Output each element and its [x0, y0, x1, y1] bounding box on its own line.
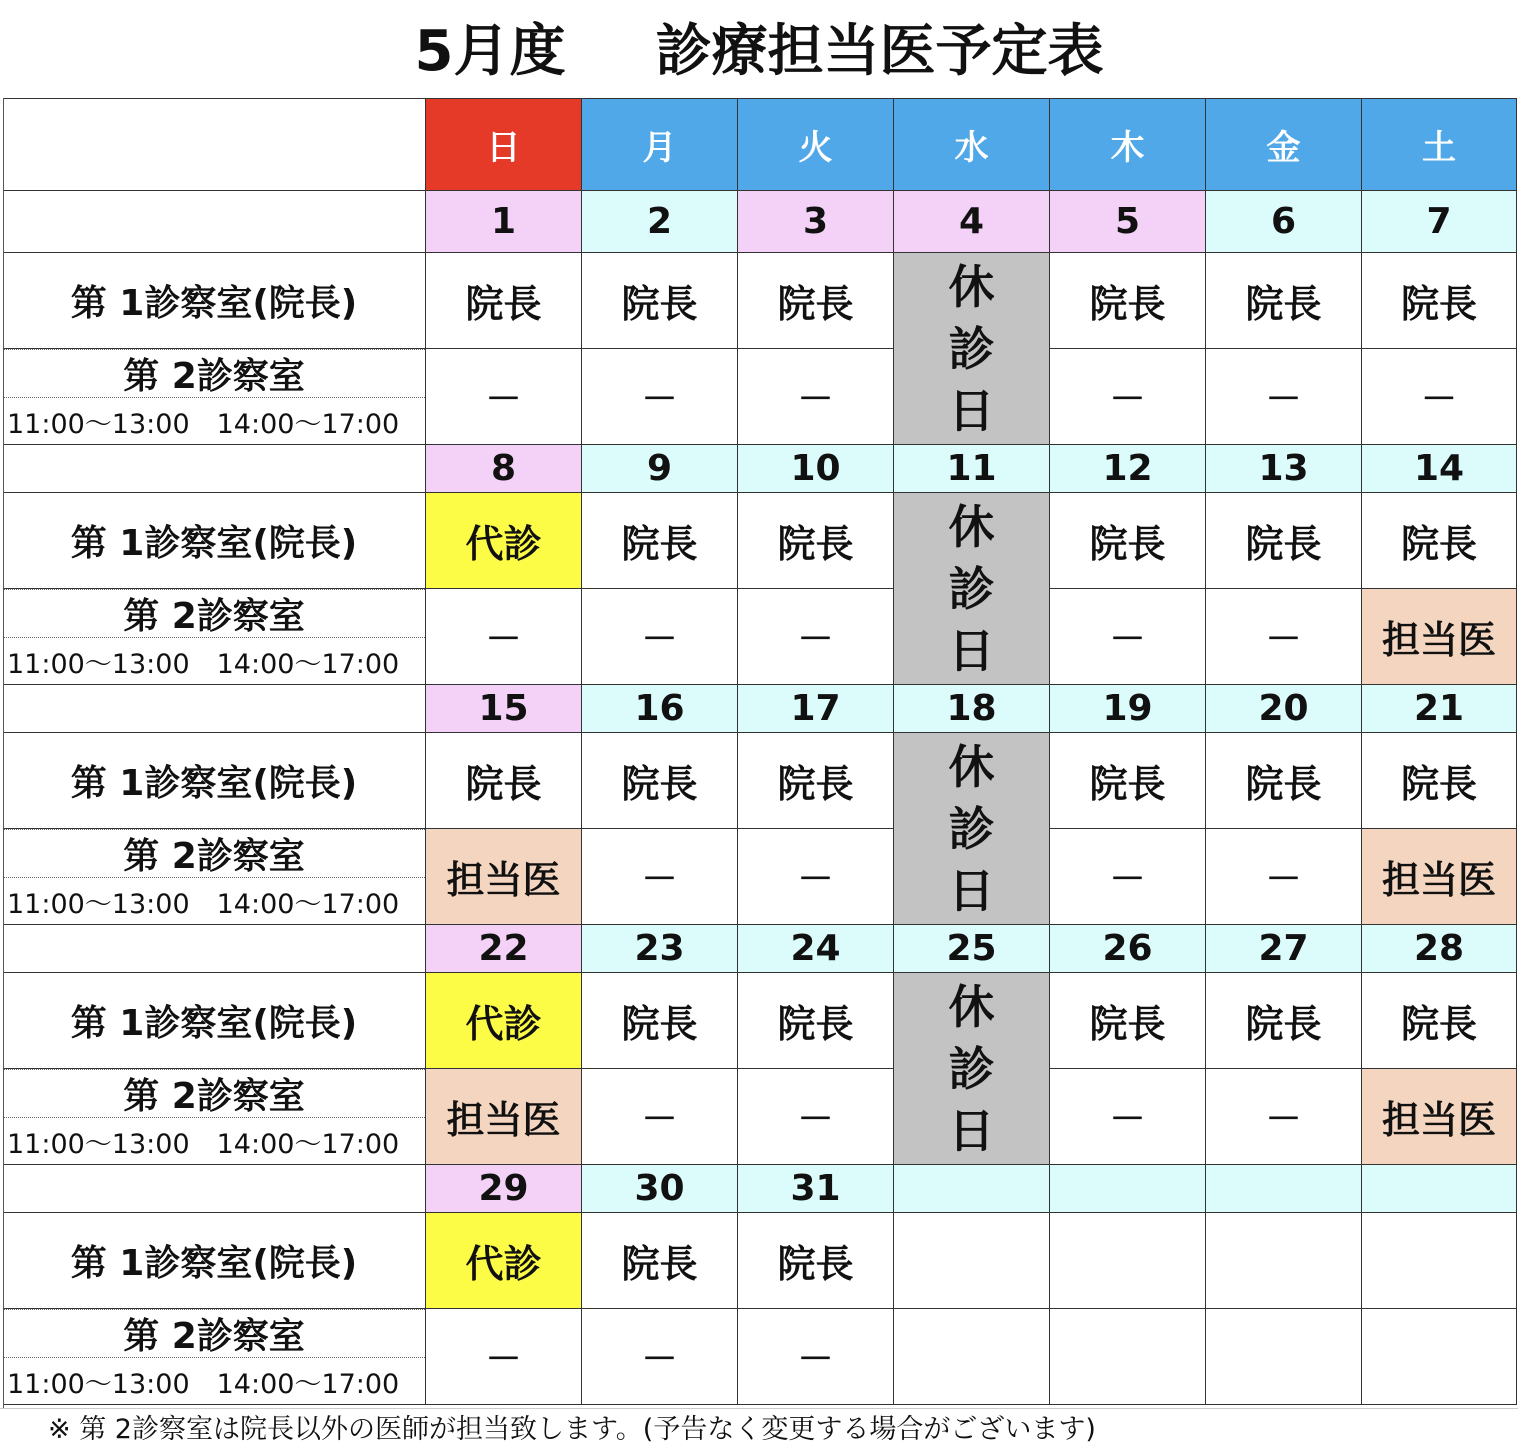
date-cell: 25 — [893, 925, 1049, 973]
room2-cell: 担当医 — [1361, 589, 1517, 685]
date-cell: 12 — [1049, 445, 1205, 493]
room2-cell: 担当医 — [425, 1069, 581, 1165]
room1-cell: 院長 — [1205, 493, 1361, 589]
date-cell: 23 — [581, 925, 737, 973]
date-cell: 28 — [1361, 925, 1517, 973]
room2-label: 第 2診察室 — [3, 1069, 425, 1117]
room2-cell: － — [1361, 349, 1517, 445]
room2-hours: 11:00〜13:00 14:00〜17:00 — [3, 1357, 425, 1405]
date-cell: 11 — [893, 445, 1049, 493]
room1-cell: 院長 — [581, 1213, 737, 1309]
date-cell — [1361, 1165, 1517, 1213]
room2-cell: 担当医 — [425, 829, 581, 925]
date-cell: 8 — [425, 445, 581, 493]
room2-hours: 11:00〜13:00 14:00〜17:00 — [3, 637, 425, 685]
room2-cell: － — [1205, 589, 1361, 685]
room1-cell — [893, 1213, 1049, 1309]
room2-cell — [893, 1309, 1049, 1405]
date-cell: 1 — [425, 191, 581, 253]
footnote: ※ 第 2診察室は院長以外の医師が担当致します。(予告なく変更する場合がございます) — [48, 1414, 1096, 1445]
date-cell: 7 — [1361, 191, 1517, 253]
date-cell: 3 — [737, 191, 893, 253]
room2-cell — [1205, 1309, 1361, 1405]
room2-cell: － — [425, 1309, 581, 1405]
room2-cell: 担当医 — [1361, 829, 1517, 925]
room2-cell: － — [1049, 1069, 1205, 1165]
room1-cell: 院長 — [1361, 493, 1517, 589]
room2-hours: 11:00〜13:00 14:00〜17:00 — [3, 1117, 425, 1165]
date-cell: 4 — [893, 191, 1049, 253]
room2-cell: － — [581, 1309, 737, 1405]
date-cell: 29 — [425, 1165, 581, 1213]
room2-cell: － — [737, 829, 893, 925]
room1-cell: 院長 — [425, 733, 581, 829]
room1-label: 第 1診察室(院長) — [3, 1213, 425, 1309]
date-cell: 22 — [425, 925, 581, 973]
title-month: 5月度 — [414, 19, 566, 84]
room1-cell: 院長 — [737, 973, 893, 1069]
room2-cell: － — [581, 1069, 737, 1165]
closed-day-char: 診 — [948, 801, 995, 856]
room2-cell: － — [737, 1069, 893, 1165]
room1-cell: 院長 — [581, 493, 737, 589]
room1-label: 第 1診察室(院長) — [3, 493, 425, 589]
date-cell: 31 — [737, 1165, 893, 1213]
page-title — [0, 0, 1518, 98]
table-left-border — [3, 98, 4, 1408]
date-cell: 20 — [1205, 685, 1361, 733]
date-cell: 2 — [581, 191, 737, 253]
sheet-gridline — [0, 1408, 1518, 1409]
room1-cell: 代診 — [425, 1213, 581, 1309]
closed-day-char: 休 — [948, 259, 995, 314]
closed-day-char: 休 — [948, 979, 995, 1034]
date-cell — [893, 1165, 1049, 1213]
date-cell: 6 — [1205, 191, 1361, 253]
room1-cell: 院長 — [1049, 733, 1205, 829]
room1-cell: 院長 — [737, 493, 893, 589]
date-cell: 17 — [737, 685, 893, 733]
closed-day-char: 診 — [948, 561, 995, 616]
room2-label: 第 2診察室 — [3, 1309, 425, 1357]
date-cell: 30 — [581, 1165, 737, 1213]
weekday-header: 水 — [893, 98, 1049, 191]
closed-day-cell — [893, 253, 1049, 445]
room2-cell — [1049, 1309, 1205, 1405]
closed-day-char: 日 — [948, 383, 995, 438]
date-row-label-blank — [3, 445, 425, 493]
room1-cell: 院長 — [737, 1213, 893, 1309]
room2-cell: － — [581, 349, 737, 445]
date-row-label-blank — [3, 191, 425, 253]
room2-hours: 11:00〜13:00 14:00〜17:00 — [3, 877, 425, 925]
room2-label: 第 2診察室 — [3, 589, 425, 637]
room2-cell: 担当医 — [1361, 1069, 1517, 1165]
room1-cell: 院長 — [1049, 973, 1205, 1069]
room2-cell — [1361, 1309, 1517, 1405]
room1-label: 第 1診察室(院長) — [3, 973, 425, 1069]
closed-day-char: 診 — [948, 1041, 995, 1096]
room2-cell: － — [1049, 349, 1205, 445]
closed-day-cell — [893, 493, 1049, 685]
room2-cell: － — [1205, 1069, 1361, 1165]
weekday-header: 金 — [1205, 98, 1361, 191]
room1-cell: 院長 — [737, 733, 893, 829]
room2-cell: － — [737, 1309, 893, 1405]
room2-cell: － — [1049, 589, 1205, 685]
weekday-header: 火 — [737, 98, 893, 191]
closed-day-char: 日 — [948, 1103, 995, 1158]
date-cell: 15 — [425, 685, 581, 733]
room1-cell: 代診 — [425, 973, 581, 1069]
date-cell: 5 — [1049, 191, 1205, 253]
date-row-label-blank — [3, 1165, 425, 1213]
room1-label: 第 1診察室(院長) — [3, 733, 425, 829]
closed-day-char: 休 — [948, 499, 995, 554]
header-label-blank — [3, 98, 425, 191]
room1-cell: 院長 — [1205, 733, 1361, 829]
room1-cell: 院長 — [1205, 973, 1361, 1069]
weekday-header: 木 — [1049, 98, 1205, 191]
room1-cell — [1049, 1213, 1205, 1309]
closed-day-cell — [893, 973, 1049, 1165]
room2-cell: － — [1205, 349, 1361, 445]
room1-cell: 院長 — [1361, 973, 1517, 1069]
date-cell: 24 — [737, 925, 893, 973]
room1-cell: 院長 — [737, 253, 893, 349]
weekday-header: 日 — [425, 98, 581, 191]
room1-cell: 院長 — [581, 733, 737, 829]
room1-cell: 院長 — [581, 253, 737, 349]
date-cell: 21 — [1361, 685, 1517, 733]
date-cell: 18 — [893, 685, 1049, 733]
closed-day-cell — [893, 733, 1049, 925]
room1-label: 第 1診察室(院長) — [3, 253, 425, 349]
weekday-header: 月 — [581, 98, 737, 191]
room2-hours: 11:00〜13:00 14:00〜17:00 — [3, 397, 425, 445]
room2-cell: － — [737, 349, 893, 445]
room1-cell — [1205, 1213, 1361, 1309]
closed-day-char: 診 — [948, 321, 995, 376]
date-cell — [1049, 1165, 1205, 1213]
room2-cell: － — [1205, 829, 1361, 925]
room1-cell: 院長 — [1361, 733, 1517, 829]
room2-cell: － — [581, 829, 737, 925]
closed-day-char: 休 — [948, 739, 995, 794]
room2-cell: － — [425, 589, 581, 685]
closed-day-char: 日 — [948, 863, 995, 918]
date-cell: 9 — [581, 445, 737, 493]
date-cell: 14 — [1361, 445, 1517, 493]
room1-cell: 院長 — [1205, 253, 1361, 349]
room2-cell: － — [737, 589, 893, 685]
room1-cell: 代診 — [425, 493, 581, 589]
room2-label: 第 2診察室 — [3, 349, 425, 397]
room1-cell: 院長 — [1049, 253, 1205, 349]
weekday-header: 土 — [1361, 98, 1517, 191]
date-cell: 16 — [581, 685, 737, 733]
room2-cell: － — [581, 589, 737, 685]
room2-cell: － — [1049, 829, 1205, 925]
closed-day-char: 日 — [948, 623, 995, 678]
date-cell — [1205, 1165, 1361, 1213]
room2-label: 第 2診察室 — [3, 829, 425, 877]
date-cell: 19 — [1049, 685, 1205, 733]
room1-cell: 院長 — [1049, 493, 1205, 589]
date-cell: 27 — [1205, 925, 1361, 973]
date-cell: 13 — [1205, 445, 1361, 493]
room1-cell: 院長 — [425, 253, 581, 349]
date-row-label-blank — [3, 685, 425, 733]
date-cell: 26 — [1049, 925, 1205, 973]
date-cell: 10 — [737, 445, 893, 493]
date-row-label-blank — [3, 925, 425, 973]
room1-cell — [1361, 1213, 1517, 1309]
room1-cell: 院長 — [1361, 253, 1517, 349]
room2-cell: － — [425, 349, 581, 445]
room1-cell: 院長 — [581, 973, 737, 1069]
title-name: 診療担当医予定表 — [655, 19, 1104, 84]
